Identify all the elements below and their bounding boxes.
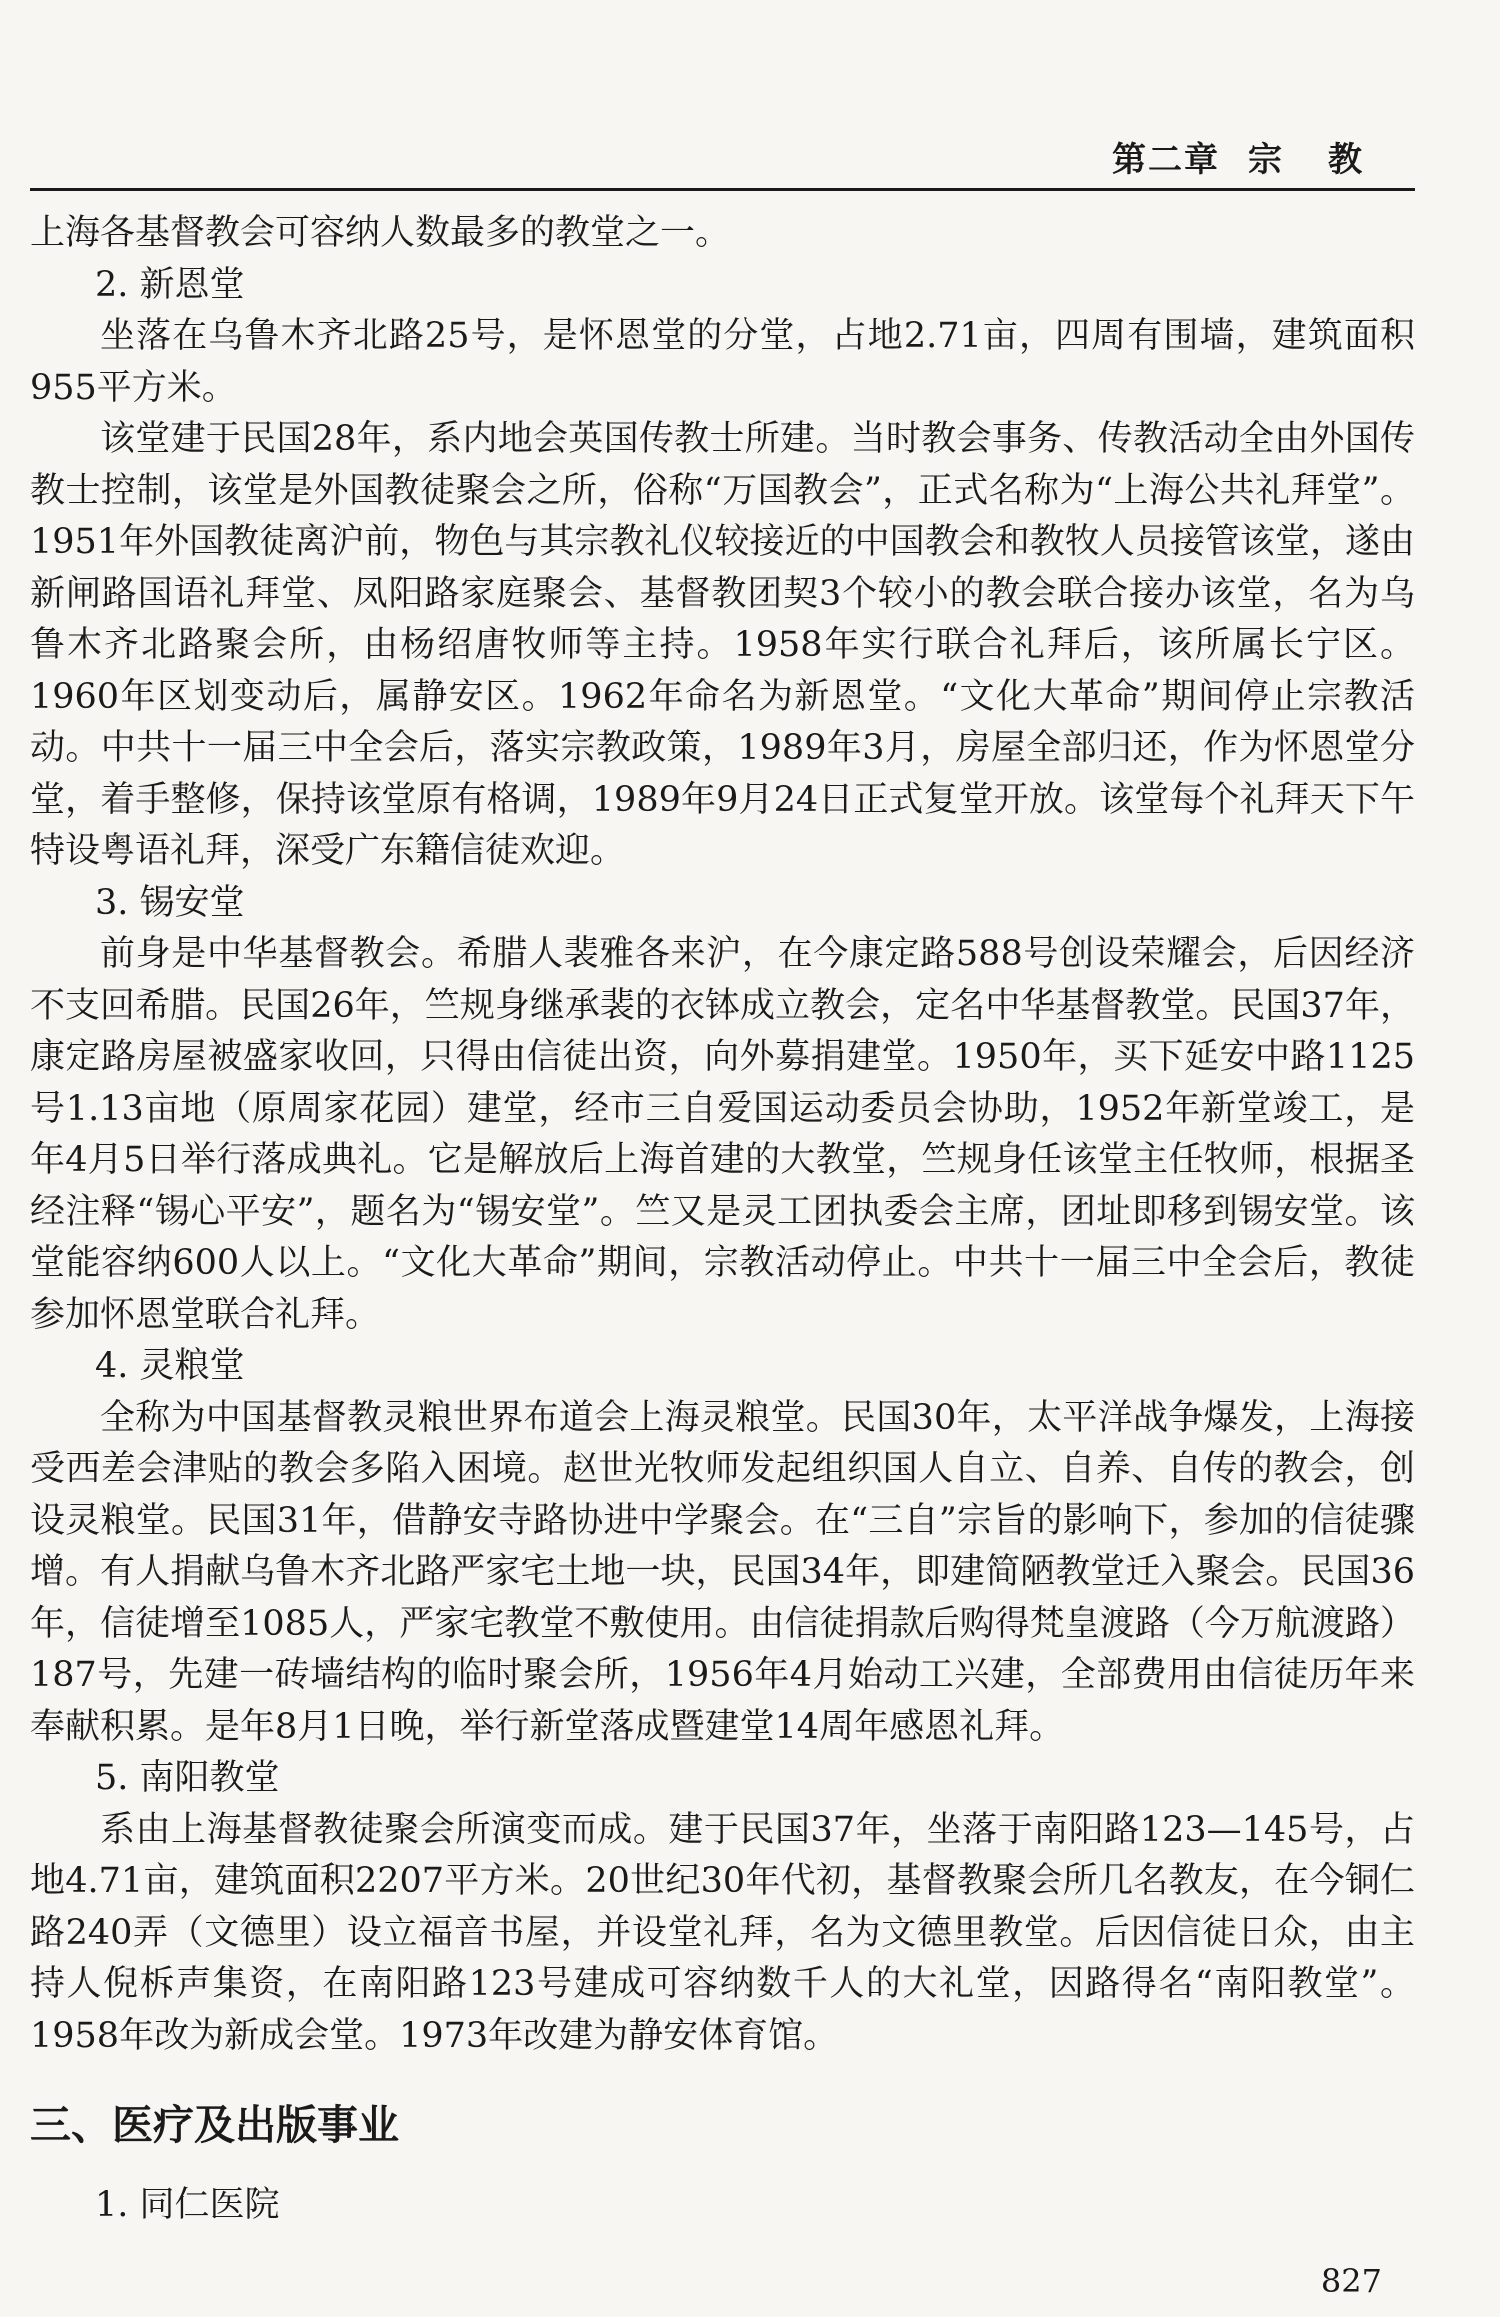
- paragraph: 前身是中华基督教会。希腊人裴雅各来沪，在今康定路588号创设荣耀会，后因经济不支回希腊。民国26年，竺规身继承裴的衣钵成立教会，定名中华基督教堂。民国37年，康定路房屋被盛家收回，只得由信徒出资，向外募捐建堂。1950年，买下延安中路1125号1.13亩地（原周家花园）建堂，经市三自爱国运动委员会协助，1952年新堂竣工，是年4月5日举行落成典礼。它是解放后上海首建的大教堂，竺规身任该堂主任牧师，根据圣经注释“锡心平安”，题名为“锡安堂”。竺又是灵工团执委会主席，团址即移到锡安堂。该堂能容纳600人以上。“文化大革命”期间，宗教活动停止。中共十一届三中全会后，教徒参加怀恩堂联合礼拜。: [30, 934, 1415, 1335]
- opening-paragraph: 上海各基督教会可容纳人数最多的教堂之一。: [30, 213, 731, 253]
- subheading-xi-an-tang: 3. 锡安堂: [95, 882, 245, 923]
- running-header: [1112, 132, 1408, 181]
- subheading-tong-ren-hospital: 1. 同仁医院: [95, 2185, 280, 2225]
- header-rule: [30, 188, 1415, 191]
- subheading-nan-yang-jiao-tang: 5. 南阳教堂: [95, 1758, 280, 1798]
- section-heading: 三、医疗及出版事业: [30, 2101, 399, 2149]
- paragraph: 系由上海基督教徒聚会所演变而成。建于民国37年，坐落于南阳路123—145号，占地4.71亩，建筑面积2207平方米。20世纪30年代初，基督教聚会所几名教友，在今铜仁路240弄（文德里）设立福音书屋，并设堂礼拜，名为文德里教堂。后因信徒日众，由主持人倪柝声集资，在南阳路123号建成可容纳数千人的大礼堂，因路得名“南阳教堂”。1958年改为新成会堂。1973年改建为静安体育馆。: [30, 1809, 1415, 2056]
- page-number: 827: [1320, 2262, 1382, 2300]
- paragraph: 全称为中国基督教灵粮世界布道会上海灵粮堂。民国30年，太平洋战争爆发，上海接受西差会津贴的教会多陷入困境。赵世光牧师发起组织国人自立、自养、自传的教会，创设灵粮堂。民国31年，借静安寺路协进中学聚会。在“三自”宗旨的影响下，参加的信徒骤增。有人捐献乌鲁木齐北路严家宅土地一块，民国34年，即建简陋教堂迁入聚会。民国36年，信徒增至1085人，严家宅教堂不敷使用。由信徒捐款后购得梵皇渡路（今万航渡路）187号，先建一砖墙结构的临时聚会所，1956年4月始动工兴建，全部费用由信徒历年来奉献积累。是年8月1日晚，举行新堂落成暨建堂14周年感恩礼拜。: [30, 1397, 1415, 1747]
- paragraph: 坐落在乌鲁木齐北路25号，是怀恩堂的分堂，占地2.71亩，四周有围墙，建筑面积955平方米。: [30, 316, 1415, 408]
- subheading-xin-en-tang: 2. 新恩堂: [95, 264, 245, 305]
- subheading-ling-liang-tang: 4. 灵粮堂: [95, 1346, 245, 1386]
- chapter-subject: 宗教: [1248, 140, 1408, 180]
- chapter-label: 第二章: [1112, 140, 1220, 180]
- page-body: [30, 208, 1415, 2232]
- paragraph: 该堂建于民国28年，系内地会英国传教士所建。当时教会事务、传教活动全由外国传教士控制，该堂是外国教徒聚会之所，俗称“万国教会”，正式名称为“上海公共礼拜堂”。1951年外国教徒离沪前，物色与其宗教礼仪较接近的中国教会和教牧人员接管该堂，遂由新闸路国语礼拜堂、凤阳路家庭聚会、基督教团契3个较小的教会联合接办该堂，名为乌鲁木齐北路聚会所，由杨绍唐牧师等主持。1958年实行联合礼拜后，该所属长宁区。1960年区划变动后，属静安区。1962年命名为新恩堂。“文化大革命”期间停止宗教活动。中共十一届三中全会后，落实宗教政策，1989年3月，房屋全部归还，作为怀恩堂分堂，着手整修，保持该堂原有格调，1989年9月24日正式复堂开放。该堂每个礼拜天下午特设粤语礼拜，深受广东籍信徒欢迎。: [30, 419, 1415, 871]
